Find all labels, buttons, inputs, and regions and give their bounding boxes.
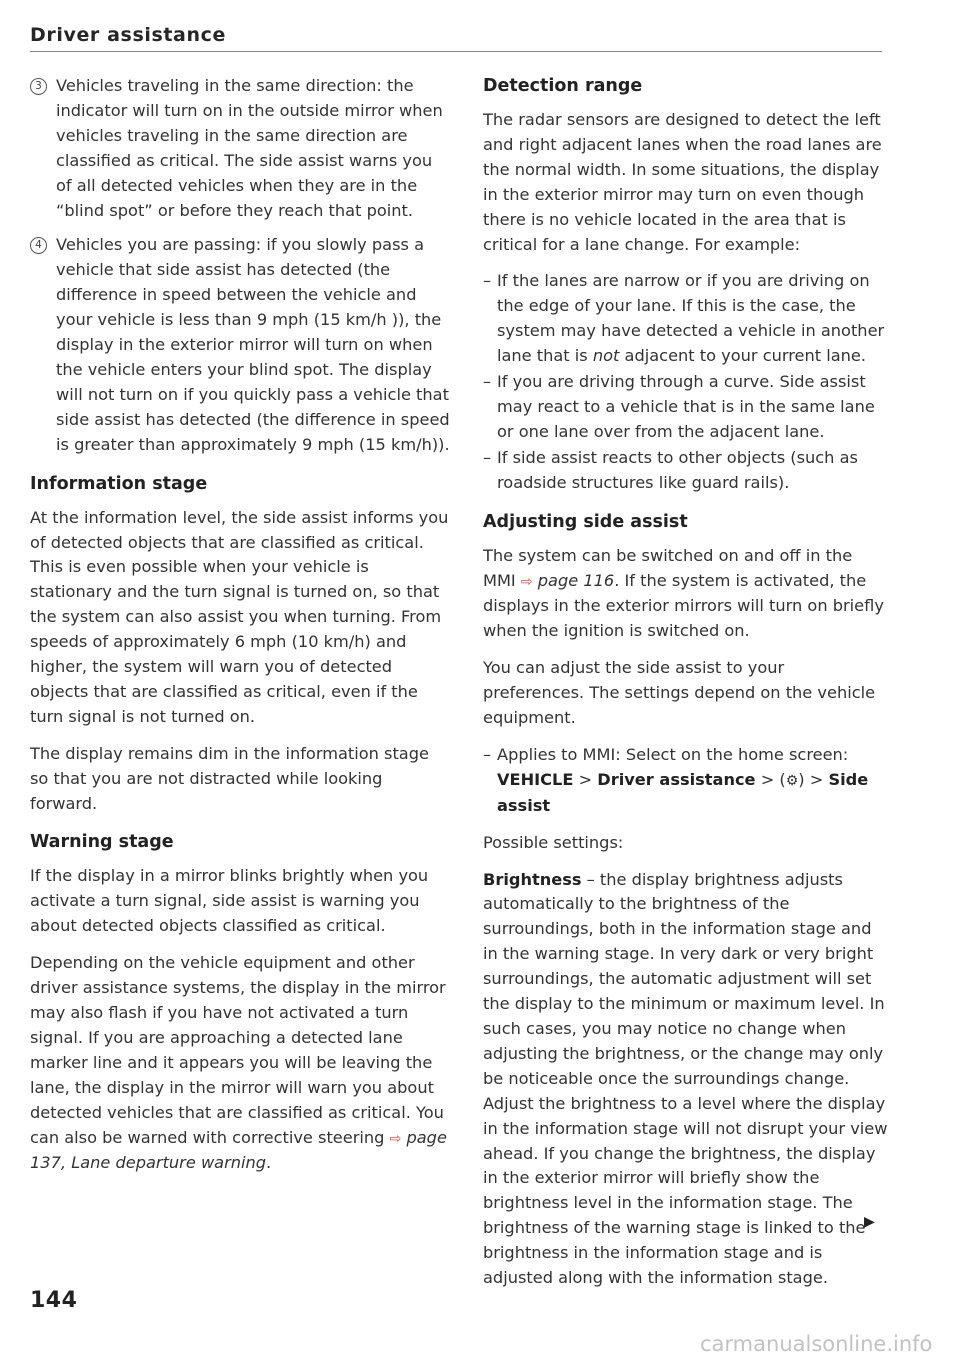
menu-side-assist: Side assist — [497, 769, 869, 815]
paragraph: The system can be switched on and off in the MMI ⇨ page 116. If the system is activated, the displays in the exterior mirrors will turn on briefly when the ignition is switched on. — [483, 545, 884, 641]
circled-number-4-icon: 4 — [30, 237, 47, 254]
menu-driver-assistance: Driver assistance — [597, 769, 756, 789]
continue-arrow-icon: ▶ — [864, 1214, 875, 1230]
paragraph: Brightness – the display brightness adjusts automatically to the brightness of the surroundings, both in the information stage and in the warning stage. In very dark or very bright surroundings, the automatic adjustment will set the display to the minimum or maximum level. In such cases, you may notice no change when adjusting the brightness, or the change may only be noticeable once the surroundings change. Adjust the brightness to a level where the display in the information stage will not disrupt your view ahead. If you change the brightness, the display in the exterior mirror will briefly show the brightness level in the information stage. The brightness of the warning stage is linked to the brightness in the information stage and is adjusted along with the information stage. — [483, 869, 888, 1288]
left-column — [30, 74, 450, 1188]
list-item-text: Vehicles you are passing: if you slowly pass a vehicle that side assist has detected (the difference in speed between the vehicle and your vehicle is less than 9 mph (15 km/h )), the display in the exterior mirror will turn on when the vehicle enters your blind spot. The display will not turn on if you quickly pass a vehicle that side assist has detected (the difference in speed is greater than approximately 9 mph (15 km/h)). — [56, 235, 450, 454]
emphasis: not — [592, 346, 620, 366]
list-item-text: Vehicles traveling in the same direction: the indicator will turn on in the outside mirror when vehicles traveling in the same direction are classified as critical. The side assist warns you of all detected vehicles when they are in the “blind spot” or before they reach that point. — [56, 76, 443, 220]
warning-stage-heading: Warning stage — [30, 832, 174, 853]
paragraph: Possible settings: — [483, 832, 624, 852]
paragraph: The radar sensors are designed to detect the left and right adjacent lanes when the road lanes are the normal width. In some situations, the display in the exterior mirror may turn on even though there is no vehicle located in the area that is critical for a lane change. For example: — [483, 110, 882, 254]
watermark: carmanualsonline.info — [700, 1332, 933, 1356]
paragraph: The display remains dim in the information stage so that you are not distracted while looking forward. — [30, 743, 429, 813]
adjusting-side-assist-heading: Adjusting side assist — [483, 511, 688, 532]
circled-number-3-icon: 3 — [30, 78, 47, 95]
menu-path-list — [483, 743, 888, 819]
list-item: – If side assist reacts to other objects (such as roadside structures like guard rails). — [483, 446, 888, 496]
page-number: 144 — [30, 1288, 78, 1313]
paragraph-text: Depending on the vehicle equipment and other driver assistance systems, the display in the mirror may also flash if you have not activated a turn signal. If you are approaching a detected lane marker line and it appears you will be leaving the lane, the display in the mirror will warn you about detected vehicles that are classified as critical. You can also be warned with corrective steering — [30, 953, 446, 1147]
menu-vehicle: VEHICLE — [497, 769, 574, 789]
reference-arrow-icon: ⇨ — [389, 1130, 402, 1147]
paragraph: You can adjust the side assist to your preferences. The settings depend on the vehicle equipment. — [483, 658, 876, 728]
list-item-4 — [30, 233, 450, 457]
header-rule — [30, 51, 882, 52]
paragraph — [30, 951, 450, 1176]
punctuation: . — [266, 1153, 272, 1173]
paragraph: If the display in a mirror blinks brightly when you activate a turn signal, side assist is warning you about detected objects classified as critical. — [30, 866, 429, 936]
list-item: – If you are driving through a curve. Side assist may react to a vehicle that is in the same lane or one lane over from the adjacent lane. — [483, 370, 888, 445]
section-header: Driver assistance — [30, 24, 226, 46]
page-reference-link[interactable]: page 116 — [537, 570, 615, 590]
detection-examples-list — [483, 269, 888, 495]
reference-arrow-icon: ⇨ — [520, 573, 533, 590]
information-stage-heading: Information stage — [30, 473, 208, 494]
detection-range-heading: Detection range — [483, 76, 643, 96]
settings-gear-icon: ⚙ — [785, 772, 799, 789]
page-reference-link[interactable]: page 137, Lane departure warning — [30, 1127, 447, 1173]
list-item: – Applies to MMI: Select on the home screen: VEHICLE > Driver assistance > (⚙) > Side assist — [483, 743, 888, 819]
paragraph: At the information level, the side assist informs you of detected objects that are classified as critical. This is even possible when your vehicle is stationary and the turn signal is turned on, so that the system can also assist you when turning. From speeds of approximately 6 mph (10 km/h) and higher, the system will warn you of detected objects that are classified as critical, even if the turn signal is not turned on. — [30, 507, 449, 726]
list-item-3 — [30, 74, 450, 223]
list-item: – If the lanes are narrow or if you are driving on the edge of your lane. If this is the case, the system may have detected a vehicle in another lane that is not adjacent to your current lane. — [483, 269, 888, 369]
brightness-label: Brightness — [483, 869, 582, 889]
right-column — [483, 74, 888, 1303]
